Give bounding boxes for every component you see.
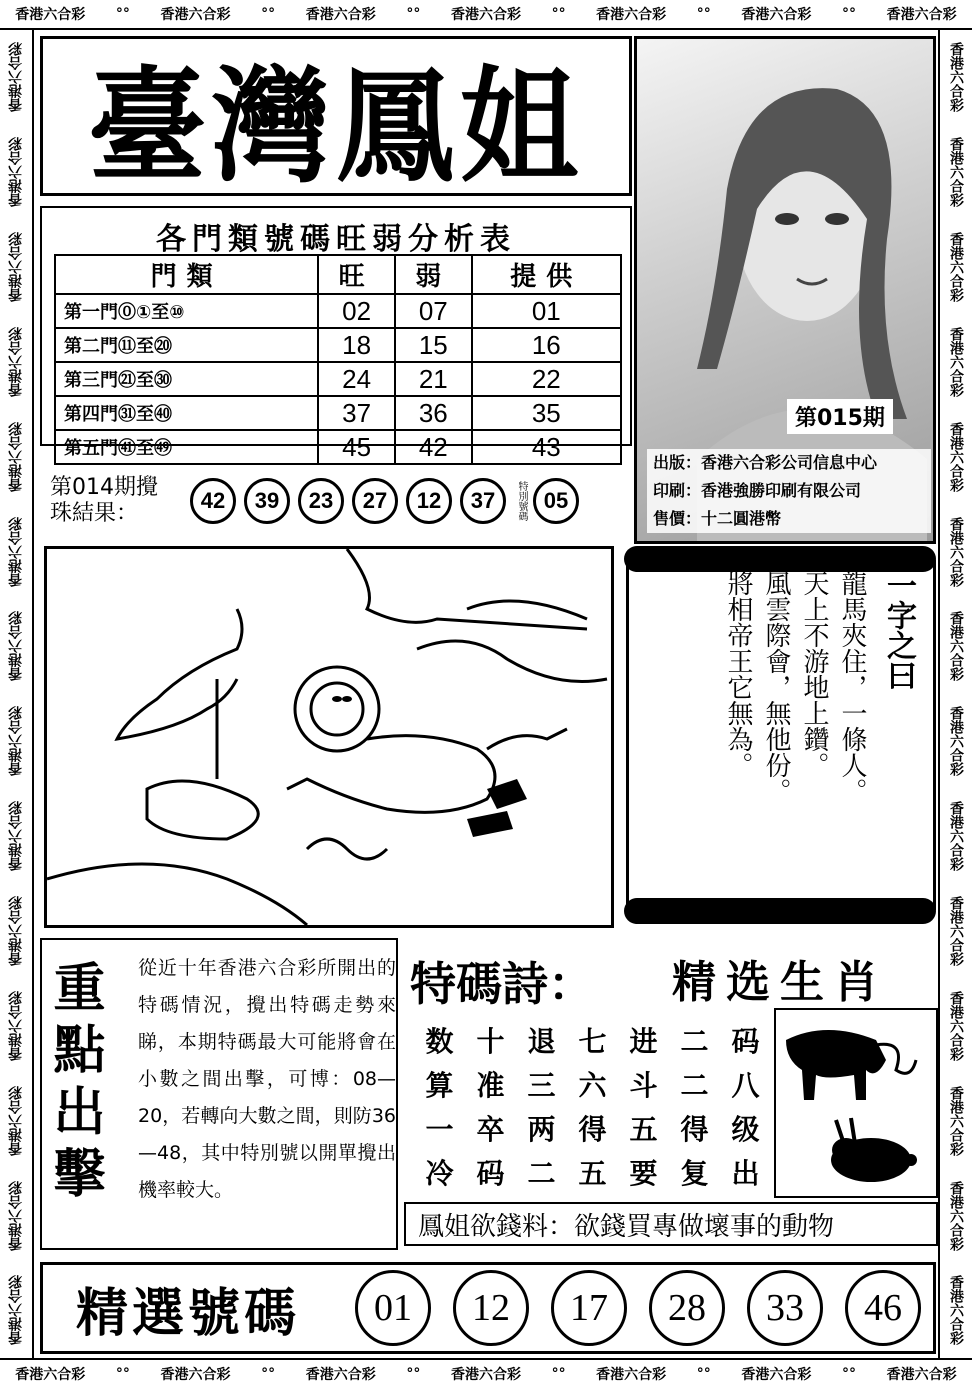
publisher-info <box>647 449 931 533</box>
row-weak: 36 <box>395 396 472 430</box>
zodiac-illustration <box>776 1010 936 1196</box>
money-riddle: 鳳姐欲錢料：欲錢買專做壞事的動物 <box>404 1202 938 1246</box>
border-text: 香港六合彩 <box>15 7 86 23</box>
poem-char: 六 <box>578 1069 607 1102</box>
poem-char: 码 <box>731 1025 760 1058</box>
rabbit-icon <box>831 1118 917 1182</box>
row-weak: 21 <box>395 362 472 396</box>
results-label: 第014期攪 珠結果： <box>50 475 158 526</box>
row-category: 第一門⓪①至⑩ <box>55 294 318 328</box>
result-ball: 27 <box>352 478 398 524</box>
selected-numbers-label: 精選號碼 <box>75 1282 300 1344</box>
poem-line: 將相帝王它無為。 <box>723 570 753 778</box>
header-weak: 弱 <box>395 255 472 294</box>
poem-scroll <box>626 560 936 910</box>
lion-illustration <box>47 549 611 925</box>
row-strong: 37 <box>318 396 395 430</box>
poem-char: 级 <box>731 1113 760 1146</box>
result-ball: 23 <box>298 478 344 524</box>
row-category: 第五門㊶至㊾ <box>55 430 318 464</box>
bottom-border-band: 香港六合彩 °° 香港六合彩 °° 香港六合彩 °° 香港六合彩 °° 香港六合彩 °° 香港六合彩 °° 香港六合彩 <box>0 1358 972 1388</box>
poem-char: 卒 <box>476 1113 505 1146</box>
issue-number: 第015期 <box>787 399 893 434</box>
selected-number: 12 <box>453 1270 529 1346</box>
poem-line: 天上不游地上鑽。 <box>799 570 829 778</box>
code-poem-grid <box>414 1020 774 1196</box>
publisher-line: 出版：香港六合彩公司信息中心 <box>647 449 931 477</box>
row-strong: 18 <box>318 328 395 362</box>
selected-number: 17 <box>551 1270 627 1346</box>
selected-numbers-panel <box>40 1262 936 1354</box>
code-poem-title: 特碼詩： <box>410 957 594 1011</box>
header-strong: 旺 <box>318 255 395 294</box>
analysis-table <box>54 254 622 465</box>
special-ball: 05 <box>533 478 579 524</box>
row-strong: 45 <box>318 430 395 464</box>
table-row <box>55 294 621 328</box>
poem-char: 退 <box>527 1025 556 1058</box>
key-point-title: 重點出擊 <box>44 960 105 1208</box>
poem-char: 五 <box>629 1113 658 1146</box>
cover-photo <box>634 36 936 544</box>
row-provide: 16 <box>472 328 621 362</box>
poem-char: 码 <box>476 1157 505 1190</box>
header-provide: 提供 <box>472 255 621 294</box>
key-point-text: 從近十年香港六合彩所開出的特碼情況，攪出特碼走勢來睇，本期特碼最大可能將會在小數之間出擊，可博：08—20，若轉向大數之間，則防36—48，其中特別號以開單攪出機率較大。 <box>138 957 396 1201</box>
result-ball: 37 <box>460 478 506 524</box>
row-provide: 01 <box>472 294 621 328</box>
result-ball: 39 <box>244 478 290 524</box>
poem-char: 得 <box>578 1113 607 1146</box>
poem-char: 进 <box>629 1025 658 1058</box>
poem-char: 二 <box>527 1157 556 1190</box>
poem-char: 五 <box>578 1157 607 1190</box>
poem-char: 数 <box>425 1025 454 1058</box>
row-category: 第三門㉑至㉚ <box>55 362 318 396</box>
selected-number: 46 <box>845 1270 921 1346</box>
draw-results <box>40 466 632 536</box>
analysis-table-panel <box>40 206 632 462</box>
printer-line: 印刷：香港強勝印刷有限公司 <box>647 477 931 505</box>
row-strong: 02 <box>318 294 395 328</box>
selected-number: 33 <box>747 1270 823 1346</box>
table-heading: 各門類號碼旺弱分析表 <box>156 222 516 257</box>
poem-char: 冷 <box>425 1157 454 1190</box>
poem-char: 复 <box>680 1157 709 1190</box>
top-border-band: 香港六合彩 °° 香港六合彩 °° 香港六合彩 °° 香港六合彩 °° 香港六合彩 °° 香港六合彩 °° 香港六合彩 <box>0 0 972 30</box>
table-row <box>55 430 621 464</box>
table-header-row <box>55 255 621 294</box>
row-weak: 42 <box>395 430 472 464</box>
zodiac-title: 精选生肖 <box>672 957 888 1008</box>
poem-char: 十 <box>476 1025 505 1058</box>
key-point-panel <box>40 938 398 1250</box>
poem-char: 准 <box>476 1069 505 1102</box>
right-border-band: 香港六合彩 香港六合彩 香港六合彩 香港六合彩 香港六合彩 香港六合彩 香港六合彩 香港六合彩 香港六合彩 香港六合彩 香港六合彩 香港六合彩 香港六合彩 香港六合彩 <box>938 30 972 1358</box>
row-strong: 24 <box>318 362 395 396</box>
row-provide: 35 <box>472 396 621 430</box>
price-line: 售價：十二圓港幣 <box>647 505 931 533</box>
table-row <box>55 328 621 362</box>
poem-char: 得 <box>680 1113 709 1146</box>
table-row <box>55 396 621 430</box>
poem-char: 二 <box>680 1069 709 1102</box>
left-border-band: 香港六合彩 香港六合彩 香港六合彩 香港六合彩 香港六合彩 香港六合彩 香港六合彩 香港六合彩 香港六合彩 香港六合彩 香港六合彩 香港六合彩 香港六合彩 香港六合彩 <box>0 30 34 1358</box>
row-provide: 43 <box>472 430 621 464</box>
poem-line: 龍馬夾住，一條人。 <box>837 570 867 804</box>
poem-char: 要 <box>629 1157 658 1190</box>
special-number-tag: 特別號碼 <box>516 481 527 521</box>
header-category: 門類 <box>55 255 318 294</box>
poem-text <box>719 570 917 890</box>
scroll-bottom-bar <box>624 898 936 924</box>
poem-char: 八 <box>731 1069 760 1102</box>
selected-number: 28 <box>649 1270 725 1346</box>
row-category: 第二門⑪至⑳ <box>55 328 318 362</box>
lion-drawing <box>44 546 614 928</box>
poem-char: 出 <box>731 1157 760 1190</box>
masthead <box>40 36 632 199</box>
row-provide: 22 <box>472 362 621 396</box>
poem-char: 二 <box>680 1025 709 1058</box>
poem-char: 三 <box>527 1069 556 1102</box>
tiger-icon <box>786 1030 916 1100</box>
poem-heading: 一字之曰 <box>881 570 916 690</box>
poem-char: 算 <box>425 1069 454 1102</box>
result-ball: 12 <box>406 478 452 524</box>
result-ball: 42 <box>190 478 236 524</box>
page-title: 臺灣鳳姐 <box>87 53 584 199</box>
poem-char: 两 <box>527 1113 556 1146</box>
poem-char: 斗 <box>629 1069 658 1102</box>
poem-char: 七 <box>578 1025 607 1058</box>
row-weak: 15 <box>395 328 472 362</box>
poem-char: 一 <box>425 1113 454 1146</box>
zodiac-animals <box>774 1008 938 1198</box>
table-row <box>55 362 621 396</box>
row-category: 第四門㉛至㊵ <box>55 396 318 430</box>
row-weak: 07 <box>395 294 472 328</box>
poem-line: 風雲際會，無他份。 <box>761 570 791 804</box>
selected-number: 01 <box>355 1270 431 1346</box>
